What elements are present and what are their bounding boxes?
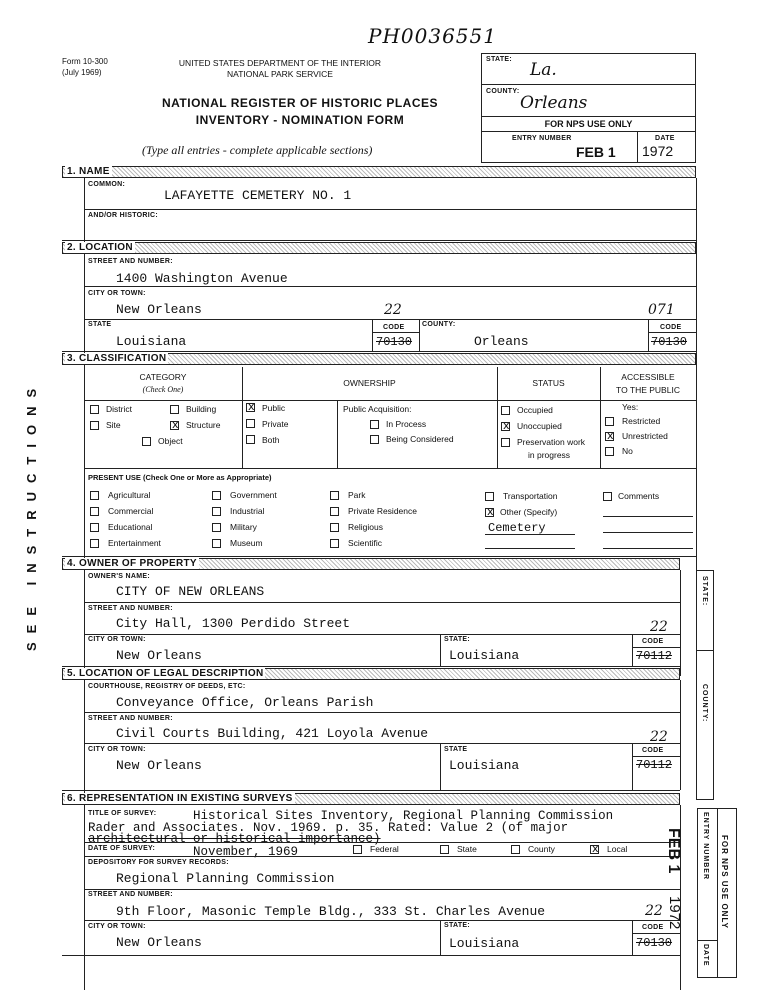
side-state-label: STATE: bbox=[701, 576, 708, 607]
legal-city-label: CITY OR TOWN: bbox=[88, 746, 146, 753]
section-1-heading: 1. NAME bbox=[67, 166, 110, 177]
side-entry-number-label: ENTRY NUMBER bbox=[702, 812, 709, 881]
unrestricted-checkbox[interactable] bbox=[605, 432, 614, 441]
building-label: Building bbox=[186, 404, 217, 414]
transportation-checkbox[interactable] bbox=[485, 492, 494, 501]
object-label: Object bbox=[158, 436, 183, 446]
section-6-bar bbox=[62, 793, 680, 805]
federal-checkbox[interactable] bbox=[353, 845, 362, 854]
owner-name-value: CITY OF NEW ORLEANS bbox=[116, 584, 265, 599]
restricted-checkbox[interactable] bbox=[605, 417, 614, 426]
site-label: Site bbox=[106, 420, 121, 430]
side-date-label: DATE bbox=[702, 944, 709, 967]
street-value: 1400 Washington Avenue bbox=[116, 271, 288, 286]
restricted-label: Restricted bbox=[622, 416, 661, 426]
historic-label: AND/OR HISTORIC: bbox=[88, 212, 159, 219]
transportation-label: Transportation bbox=[503, 491, 558, 501]
object-checkbox[interactable] bbox=[142, 437, 151, 446]
comments-label: Comments bbox=[618, 491, 660, 501]
street-label: STREET AND NUMBER: bbox=[88, 258, 173, 265]
other-checkbox[interactable] bbox=[485, 508, 494, 517]
public-label: Public bbox=[262, 403, 286, 413]
county-survey-label: County bbox=[528, 844, 555, 854]
owner-code-value: 70112 bbox=[636, 649, 673, 663]
state-value-2: Louisiana bbox=[116, 334, 187, 349]
county-value-2: Orleans bbox=[474, 334, 529, 349]
unoccupied-checkbox[interactable] bbox=[501, 422, 510, 431]
section-2-heading: 2. LOCATION bbox=[67, 242, 133, 253]
district-checkbox[interactable] bbox=[90, 405, 99, 414]
other-label: Other (Specify) bbox=[500, 507, 558, 517]
depository-code-label: CODE bbox=[642, 924, 664, 931]
depository-city-label: CITY OR TOWN: bbox=[88, 923, 146, 930]
district-label: District bbox=[106, 404, 132, 414]
legal-state-value: Louisiana bbox=[449, 758, 520, 773]
survey-title-label: TITLE OF SURVEY: bbox=[88, 810, 157, 817]
section-2-bar bbox=[62, 242, 696, 254]
being-considered-checkbox[interactable] bbox=[370, 435, 379, 444]
date-label: DATE bbox=[655, 135, 675, 142]
federal-label: Federal bbox=[370, 844, 399, 854]
courthouse-label: COURTHOUSE, REGISTRY OF DEEDS, ETC: bbox=[88, 683, 246, 690]
instruction-text: (Type all entries - complete applicable sections) bbox=[142, 143, 373, 157]
courthouse-value: Conveyance Office, Orleans Parish bbox=[116, 695, 374, 710]
both-checkbox[interactable] bbox=[246, 435, 255, 444]
common-value: LAFAYETTE CEMETERY NO. 1 bbox=[164, 188, 352, 203]
owner-street-value: City Hall, 1300 Perdido Street bbox=[116, 616, 351, 631]
private-label: Private bbox=[262, 419, 289, 429]
ownership-heading: OWNERSHIP bbox=[343, 378, 396, 388]
depository-state-label: STATE: bbox=[444, 922, 471, 929]
legal-city-value: New Orleans bbox=[116, 758, 202, 773]
military-checkbox[interactable] bbox=[212, 523, 221, 532]
occupied-checkbox[interactable] bbox=[501, 406, 510, 415]
side-county-label: COUNTY: bbox=[701, 684, 708, 723]
state-label: STATE: bbox=[486, 56, 513, 63]
government-label: Government bbox=[230, 490, 277, 500]
handwritten-reference: PH0036551 bbox=[368, 24, 497, 48]
no-access-label: No bbox=[622, 446, 633, 456]
city-label: CITY OR TOWN: bbox=[88, 290, 146, 297]
in-process-label: In Process bbox=[386, 419, 427, 429]
section-4-heading: 4. OWNER OF PROPERTY bbox=[67, 558, 197, 569]
state-label-2: STATE bbox=[88, 321, 112, 328]
comments-checkbox[interactable] bbox=[603, 492, 612, 501]
other-specify-value: Cemetery bbox=[488, 521, 546, 535]
depository-code-value: 70130 bbox=[636, 936, 673, 950]
nps-use-label: FOR NPS USE ONLY bbox=[544, 119, 633, 129]
form-date: (July 1969) bbox=[62, 68, 102, 77]
unrestricted-label: Unrestricted bbox=[622, 431, 668, 441]
unoccupied-label: Unoccupied bbox=[517, 421, 562, 431]
agricultural-checkbox[interactable] bbox=[90, 491, 99, 500]
section-5-bar bbox=[62, 668, 680, 680]
legal-code-value: 70112 bbox=[636, 758, 673, 772]
agency-line1: UNITED STATES DEPARTMENT OF THE INTERIOR bbox=[178, 58, 382, 68]
preservation-label-1: Preservation work bbox=[517, 437, 586, 447]
owner-code-label: CODE bbox=[642, 638, 664, 645]
section-1-bar bbox=[62, 166, 696, 178]
private-checkbox[interactable] bbox=[246, 419, 255, 428]
see-instructions-side: SEE INSTRUCTIONS bbox=[24, 379, 39, 651]
accessible-heading-2: TO THE PUBLIC bbox=[616, 385, 680, 395]
legal-street-value: Civil Courts Building, 421 Loyola Avenue bbox=[116, 726, 429, 741]
local-survey-checkbox[interactable] bbox=[590, 845, 599, 854]
state-value: La. bbox=[530, 60, 557, 80]
entertainment-checkbox[interactable] bbox=[90, 539, 99, 548]
private-residence-checkbox[interactable] bbox=[330, 507, 339, 516]
park-checkbox[interactable] bbox=[330, 491, 339, 500]
legal-hand-code: 22 bbox=[650, 729, 668, 745]
state-code: 70130 bbox=[376, 335, 413, 349]
educational-checkbox[interactable] bbox=[90, 523, 99, 532]
preservation-checkbox[interactable] bbox=[501, 438, 510, 447]
occupied-label: Occupied bbox=[517, 405, 553, 415]
site-checkbox[interactable] bbox=[90, 421, 99, 430]
side-entry-stamp: FEB 1 bbox=[665, 828, 682, 874]
legal-code-label: CODE bbox=[642, 747, 664, 754]
in-process-checkbox[interactable] bbox=[370, 420, 379, 429]
structure-checkbox[interactable] bbox=[170, 421, 179, 430]
form-id: Form 10-300 bbox=[62, 57, 108, 66]
agency-line2: NATIONAL PARK SERVICE bbox=[227, 69, 333, 79]
side-date-stamp: 1972 bbox=[666, 896, 683, 930]
section-4-bar bbox=[62, 558, 680, 570]
educational-label: Educational bbox=[108, 522, 153, 532]
depository-city-value: New Orleans bbox=[116, 935, 202, 950]
private-residence-label: Private Residence bbox=[348, 506, 417, 516]
depository-street-label: STREET AND NUMBER: bbox=[88, 891, 173, 898]
form-title-1: NATIONAL REGISTER OF HISTORIC PLACES bbox=[161, 96, 439, 110]
entry-stamp: FEB 1 bbox=[576, 144, 616, 160]
check-one-note: (Check One) bbox=[142, 385, 184, 394]
hand-code-state: 22 bbox=[384, 302, 402, 318]
date-stamp: 1972 bbox=[642, 143, 674, 159]
form-title-2: INVENTORY - NOMINATION FORM bbox=[195, 113, 405, 127]
no-access-checkbox[interactable] bbox=[605, 447, 614, 456]
section-6-heading: 6. REPRESENTATION IN EXISTING SURVEYS bbox=[67, 793, 293, 804]
present-use-heading: PRESENT USE (Check One or More as Appropriate) bbox=[88, 473, 272, 482]
religious-checkbox[interactable] bbox=[330, 523, 339, 532]
section-5-heading: 5. LOCATION OF LEGAL DESCRIPTION bbox=[67, 668, 264, 679]
section-3-heading: 3. CLASSIFICATION bbox=[67, 353, 167, 364]
owner-state-value: Louisiana bbox=[449, 648, 520, 663]
county-label: COUNTY: bbox=[486, 88, 520, 95]
local-survey-label: Local bbox=[607, 844, 628, 854]
county-code: 70130 bbox=[651, 335, 688, 349]
survey-title-line3: architectural or historical importance) bbox=[88, 832, 381, 846]
entertainment-label: Entertainment bbox=[108, 538, 161, 548]
category-heading: CATEGORY bbox=[139, 372, 187, 382]
industrial-checkbox[interactable] bbox=[212, 507, 221, 516]
accessible-yes-label: Yes: bbox=[622, 402, 639, 412]
public-checkbox[interactable] bbox=[246, 403, 255, 412]
museum-checkbox[interactable] bbox=[212, 539, 221, 548]
common-label: COMMON: bbox=[88, 181, 126, 188]
depository-street-value: 9th Floor, Masonic Temple Bldg., 333 St. Charles Avenue bbox=[116, 904, 546, 919]
agricultural-label: Agricultural bbox=[108, 490, 151, 500]
being-considered-label: Being Considered bbox=[386, 434, 454, 444]
owner-state-label: STATE: bbox=[444, 636, 471, 643]
public-acquisition-label: Public Acquisition: bbox=[343, 404, 412, 414]
side-nps-label: FOR NPS USE ONLY bbox=[720, 835, 729, 929]
both-label: Both bbox=[262, 435, 280, 445]
religious-label: Religious bbox=[348, 522, 383, 532]
section-3-bar bbox=[62, 353, 696, 365]
hand-code-county: 071 bbox=[648, 302, 675, 318]
survey-date-value: November, 1969 bbox=[193, 845, 299, 859]
depository-state-value: Louisiana bbox=[449, 936, 520, 951]
scientific-checkbox[interactable] bbox=[330, 539, 339, 548]
building-checkbox[interactable] bbox=[170, 405, 179, 414]
code-label-county: CODE bbox=[660, 324, 682, 331]
entry-number-label: ENTRY NUMBER bbox=[512, 135, 572, 142]
depository-hand-code: 22 bbox=[645, 903, 663, 919]
depository-label: DEPOSITORY FOR SURVEY RECORDS: bbox=[88, 859, 229, 866]
survey-title-line2: Rader and Associates. Nov. 1969. p. 35. Rated: Value 2 (of major bbox=[88, 821, 569, 835]
accessible-heading-1: ACCESSIBLE bbox=[621, 372, 675, 382]
preservation-label-2: in progress bbox=[528, 450, 571, 460]
legal-state-label: STATE bbox=[444, 746, 468, 753]
owner-city-value: New Orleans bbox=[116, 648, 202, 663]
owner-hand-code: 22 bbox=[650, 619, 668, 635]
survey-title-value: Historical Sites Inventory, Regional Planning Commission bbox=[193, 809, 614, 823]
city-value: New Orleans bbox=[116, 302, 202, 317]
status-heading: STATUS bbox=[532, 378, 565, 388]
park-label: Park bbox=[348, 490, 366, 500]
state-survey-label: State bbox=[457, 844, 477, 854]
structure-label: Structure bbox=[186, 420, 221, 430]
county-value: Orleans bbox=[520, 93, 588, 113]
owner-name-label: OWNER'S NAME: bbox=[88, 573, 150, 580]
government-checkbox[interactable] bbox=[212, 491, 221, 500]
museum-label: Museum bbox=[230, 538, 263, 548]
depository-value: Regional Planning Commission bbox=[116, 871, 335, 886]
code-label-2: CODE bbox=[383, 324, 405, 331]
industrial-label: Industrial bbox=[230, 506, 265, 516]
state-survey-checkbox[interactable] bbox=[440, 845, 449, 854]
commercial-checkbox[interactable] bbox=[90, 507, 99, 516]
owner-city-label: CITY OR TOWN: bbox=[88, 636, 146, 643]
county-survey-checkbox[interactable] bbox=[511, 845, 520, 854]
owner-street-label: STREET AND NUMBER: bbox=[88, 605, 173, 612]
county-label-2: COUNTY: bbox=[422, 321, 456, 328]
commercial-label: Commercial bbox=[108, 506, 154, 516]
military-label: Military bbox=[230, 522, 257, 532]
scientific-label: Scientific bbox=[348, 538, 383, 548]
legal-street-label: STREET AND NUMBER: bbox=[88, 715, 173, 722]
survey-date-label: DATE OF SURVEY: bbox=[88, 845, 156, 852]
